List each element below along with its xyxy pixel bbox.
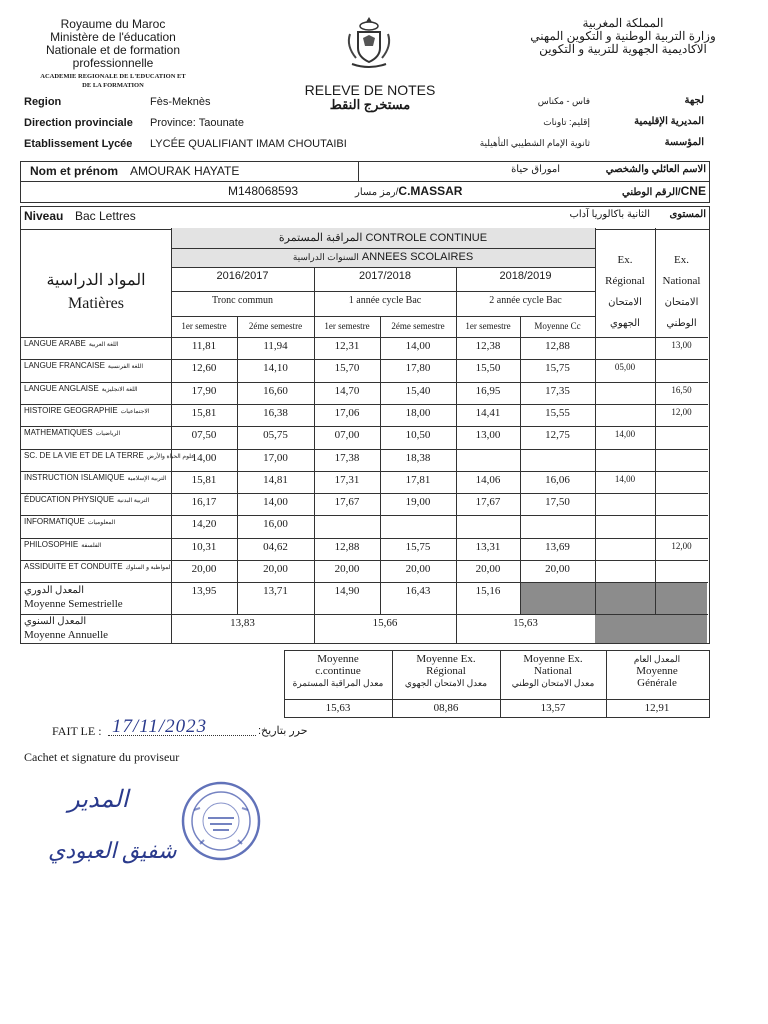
grade-cell: 05,75 — [263, 429, 288, 442]
academy-line-2: DE LA FORMATION — [82, 82, 144, 89]
subject-label — [24, 361, 143, 372]
header-left-line: Royaume du Maroc — [60, 17, 166, 31]
fait-le-date: 17/11/2023 — [112, 716, 208, 737]
grade-cell: 10,31 — [191, 540, 217, 553]
summary-head-2 — [392, 653, 500, 689]
year-3: 2018/2019 — [499, 270, 552, 282]
direction-ar-value: إقليم: تاونات — [543, 117, 590, 127]
grade-cell: 07,50 — [191, 429, 217, 442]
summary-head-line: معدل الامتحان الوطني — [511, 678, 595, 688]
subject-name-ar: علوم الحياة والأرض — [146, 453, 195, 460]
grade-cell: 14,00 — [614, 429, 636, 440]
niveau-label: Niveau — [24, 209, 64, 223]
grade-cell: 14,00 — [405, 340, 431, 352]
matieres-label: Matières — [68, 295, 124, 312]
subject-name-ar: المعلوميات — [87, 520, 116, 527]
summary-head-line: Moyenne Ex. — [416, 653, 476, 665]
header-right-line: وزارة التربية الوطنية و التكوين المهني — [530, 29, 716, 43]
subject-name-ar: اللغة الفرنسية — [107, 364, 144, 371]
grade-cell: 15,40 — [405, 384, 431, 397]
subject-label — [24, 540, 101, 551]
grade-cell: 18,38 — [405, 451, 431, 464]
subject-label — [24, 406, 149, 417]
signature-title: المدير — [68, 787, 129, 813]
niveau-value: Bac Lettres — [75, 209, 136, 223]
subject-label — [24, 339, 118, 350]
subject-name-fr: SC. DE LA VIE ET DE LA TERRE — [24, 450, 144, 460]
grade-cell: 15,81 — [191, 406, 217, 419]
summary-head-line: معدل الامتحان الجهوي — [404, 678, 488, 688]
subject-label — [24, 562, 172, 573]
subject-name-ar: الاجتماعيات — [120, 408, 150, 415]
cycle-3: 2 année cycle Bac — [489, 295, 562, 306]
summary-head-1 — [284, 653, 392, 689]
grade-cell: 17,31 — [334, 473, 360, 486]
summary-head-3 — [500, 653, 606, 689]
summary-val: 15,63 — [325, 702, 351, 714]
sem-val: 15,16 — [475, 585, 501, 597]
cne-label-fr: CNE — [680, 184, 706, 198]
sem-ar: المعدل الدوري — [24, 585, 85, 596]
grade-cell: 12,88 — [545, 340, 570, 352]
header-left — [30, 18, 196, 70]
niveau-ar-value: الثانية باكالوريا آداب — [569, 209, 650, 220]
ann-label: Moyenne Annuelle — [24, 629, 109, 641]
grade-cell: 20,00 — [191, 563, 217, 575]
grade-cell: 17,67 — [475, 496, 501, 509]
subject-name-fr: PHILOSOPHIE — [24, 539, 79, 549]
subject-name-ar: الرياضيات — [95, 431, 121, 438]
ex-regional-line: Ex. — [617, 254, 633, 266]
grade-cell: 17,06 — [334, 406, 360, 419]
name-value: AMOURAK HAYATE — [130, 164, 240, 178]
subject-label — [24, 384, 138, 395]
grade-cell: 04,62 — [263, 540, 288, 553]
annees-header — [171, 251, 595, 263]
subject-name-fr: LANGUE ARABE — [24, 339, 86, 348]
region-value: Fès-Meknès — [150, 96, 211, 108]
massar-value: M148068593 — [228, 184, 299, 198]
grade-cell: 16,06 — [545, 473, 570, 486]
cne-label-ar: الرقم الوطني/ — [622, 187, 681, 198]
direction-label: Direction provinciale — [24, 117, 133, 129]
grade-cell: 13,69 — [545, 540, 570, 553]
grade-cell: 13,31 — [475, 540, 501, 553]
ann-val: 15,66 — [372, 617, 398, 629]
grade-cell: 18,00 — [405, 406, 431, 419]
summary-head-line: c.continue — [315, 665, 361, 677]
subject-name-ar: التربية الإسلامية — [127, 475, 167, 482]
cycle-1: Tronc commun — [211, 295, 274, 306]
summary-head-line: Moyenne — [317, 653, 359, 665]
academy-line-1: ACADEMIE REGIONALE DE L'EDUCATION ET — [40, 73, 186, 80]
grade-cell: 12,00 — [671, 540, 692, 551]
annees-fr: ANNEES SCOLAIRES — [361, 251, 474, 263]
ex-regional-line: الامتحان — [608, 297, 642, 308]
signature-name: شفيق العبودي — [48, 838, 177, 863]
subject-label — [24, 517, 115, 528]
grade-cell: 20,00 — [545, 563, 570, 575]
name-ar-value: اموراق حياة — [511, 164, 560, 175]
sem-val: 13,71 — [263, 585, 288, 597]
grade-cell: 13,00 — [671, 340, 692, 350]
header-right-line: المملكة المغربية — [582, 16, 664, 30]
summary-head-line: Moyenne Ex. — [523, 653, 583, 665]
subject-label — [24, 473, 166, 484]
grade-cell: 12,38 — [475, 340, 501, 352]
subject-label — [24, 428, 120, 439]
col-head: 1er semestre — [324, 321, 370, 331]
etablissement-label: Etablissement Lycée — [24, 138, 133, 150]
ex-regional-head — [595, 250, 655, 334]
grade-cell: 16,95 — [475, 384, 501, 397]
grade-cell: 14,06 — [475, 473, 501, 486]
sem-label: Moyenne Semestrielle — [24, 598, 123, 610]
grade-cell: 14,00 — [614, 473, 636, 484]
header-right-line: الاكاديمية الجهوية للتربية و التكوين — [539, 42, 707, 56]
grade-cell: 12,75 — [545, 429, 570, 442]
header-left-line: professionnelle — [72, 56, 154, 70]
cachet-label: Cachet et signature du proviseur — [24, 750, 180, 764]
year-1: 2016/2017 — [216, 270, 269, 282]
name-ar-label: الاسم العائلي والشخصي — [605, 164, 706, 175]
subject-name-fr: INFORMATIQUE — [24, 517, 85, 527]
subject-label — [24, 495, 149, 506]
grade-cell: 12,60 — [191, 362, 217, 375]
grade-cell: 15,55 — [545, 406, 570, 419]
grade-cell: 16,38 — [263, 406, 288, 419]
header-right — [498, 17, 748, 56]
subject-name-ar: المواظبة و السلوك — [125, 565, 173, 571]
sem-val: 14,90 — [334, 585, 360, 597]
grade-cell: 19,00 — [405, 496, 431, 509]
grade-cell: 17,00 — [263, 451, 288, 464]
subject-name-fr: LANGUE ANGLAISE — [24, 383, 99, 393]
direction-value: Province: Taounate — [150, 117, 244, 129]
grade-cell: 16,17 — [191, 496, 217, 509]
region-ar-value: فاس - مكناس — [537, 96, 590, 106]
grade-cell: 14,00 — [263, 496, 288, 509]
subject-name-fr: HISTOIRE GEOGRAPHIE — [24, 405, 118, 415]
subject-name-fr: LANGUE FRANCAISE — [24, 361, 105, 371]
ex-national-head — [655, 250, 708, 334]
grade-cell: 17,90 — [191, 384, 217, 397]
grade-cell: 17,38 — [334, 451, 360, 464]
ex-national-line: National — [662, 275, 701, 287]
grade-cell: 15,75 — [405, 540, 431, 553]
grade-cell: 20,00 — [405, 563, 431, 575]
grade-cell: 14,81 — [263, 473, 288, 486]
school-stamp — [180, 780, 262, 862]
ann-val: 15,63 — [513, 617, 538, 629]
subject-name-fr: ÉDUCATION PHYSIQUE — [24, 495, 115, 505]
grade-cell: 15,81 — [191, 473, 217, 486]
academy-line — [18, 72, 208, 90]
subject-name-ar: اللغة العربية — [88, 342, 119, 348]
ann-ar: المعدل السنوي — [24, 616, 87, 627]
document-title: RELEVE DE NOTES — [304, 82, 436, 98]
fait-le-label: FAIT LE : — [52, 724, 102, 738]
summary-head-line: معدل المراقبة المستمرة — [292, 678, 384, 688]
grade-cell: 17,80 — [405, 362, 431, 375]
region-ar-label: لجهة — [684, 95, 704, 106]
cycle-2: 1 année cycle Bac — [348, 295, 422, 306]
grade-cell: 05,00 — [614, 362, 636, 373]
grade-cell: 13,00 — [475, 429, 501, 442]
grade-cell: 11,81 — [191, 340, 217, 352]
etablissement-value: LYCÉE QUALIFIANT IMAM CHOUTAIBI — [150, 138, 347, 150]
year-2: 2017/2018 — [359, 270, 411, 282]
direction-ar-label: المديرية الإقليمية — [634, 116, 704, 127]
massar-label — [355, 184, 462, 198]
summary-val: 13,57 — [540, 702, 566, 714]
grade-cell: 12,88 — [334, 540, 360, 553]
controle-ar: المراقبة المستمرة — [278, 232, 363, 244]
summary-head-line: Moyenne — [636, 665, 678, 677]
grade-cell: 20,00 — [334, 563, 360, 575]
coat-of-arms — [344, 14, 394, 72]
grade-cell: 17,67 — [334, 496, 360, 509]
ex-regional-line: Régional — [605, 275, 645, 287]
grade-cell: 20,00 — [263, 563, 288, 575]
grade-cell: 14,70 — [334, 384, 360, 397]
grade-cell: 15,70 — [334, 362, 360, 375]
sem-val: 13,95 — [191, 585, 217, 597]
grade-cell: 14,00 — [191, 451, 217, 464]
subject-name-fr: INSTRUCTION ISLAMIQUE — [24, 472, 125, 482]
grade-cell: 14,41 — [475, 406, 501, 419]
summary-val: 12,91 — [644, 702, 670, 714]
summary-head-line: Régional — [426, 665, 466, 677]
grade-cell: 10,50 — [405, 429, 431, 442]
grade-cell: 14,20 — [191, 518, 217, 531]
summary-head-line: National — [534, 665, 572, 677]
controle-fr: CONTROLE CONTINUE — [365, 232, 488, 244]
region-label: Region — [24, 96, 62, 108]
ex-regional-line: الجهوي — [610, 318, 640, 329]
subject-name-fr: MATHEMATIQUES — [24, 428, 93, 438]
cne-label — [622, 184, 706, 198]
massar-label-ar: رمز مسار/ — [355, 187, 399, 198]
grade-cell: 16,00 — [263, 518, 288, 531]
grade-cell: 17,81 — [405, 473, 431, 486]
col-head: 2éme semestre — [248, 321, 303, 331]
subject-name-ar: اللغة الانجليزية — [101, 386, 138, 393]
summary-head-line: Générale — [637, 677, 677, 689]
summary-head-4 — [606, 653, 708, 689]
grade-cell: 16,60 — [263, 384, 288, 397]
etablissement-ar-label: المؤسسة — [664, 137, 704, 148]
grade-cell: 15,75 — [545, 362, 570, 375]
header-left-line: Ministère de l'éducation — [50, 30, 176, 44]
grade-cell: 16,50 — [671, 384, 692, 395]
subject-name-ar: الفلسفة — [81, 542, 102, 549]
date-ar-label: حرر بتاريخ: — [258, 725, 308, 737]
grade-cell: 17,35 — [545, 384, 570, 397]
grade-cell: 11,94 — [263, 340, 288, 352]
matieres-ar: المواد الدراسية — [46, 272, 146, 289]
ex-national-line: Ex. — [674, 254, 689, 266]
grade-cell: 14,10 — [263, 362, 288, 375]
col-head: 2éme semestre — [391, 321, 445, 331]
grade-cell: 20,00 — [475, 563, 501, 575]
summary-val: 08,86 — [433, 702, 459, 714]
grade-cell: 15,50 — [475, 362, 501, 375]
name-label: Nom et prénom — [30, 164, 119, 178]
ex-national-line: الوطني — [666, 318, 697, 329]
subject-name-ar: التربية البدنية — [117, 498, 150, 505]
date-dots — [108, 735, 256, 736]
etablissement-ar-value: ثانوية الإمام الشطيبي التأهيلية — [479, 138, 590, 148]
summary-head-line: المعدل العام — [633, 654, 681, 664]
document-title-ar: مستخرج النقط — [329, 97, 411, 112]
ex-national-line: الامتحان — [664, 297, 699, 308]
grade-cell: 17,50 — [545, 496, 570, 509]
massar-label-fr: C.MASSAR — [398, 184, 463, 198]
sem-val: 16,43 — [405, 585, 431, 597]
grade-cell: 07,00 — [334, 429, 360, 442]
niveau-ar-label: المستوى — [669, 209, 706, 220]
col-head: Moyenne Cc — [534, 321, 581, 331]
col-head: 1er semestre — [181, 321, 227, 331]
grade-cell: 12,31 — [334, 340, 360, 352]
col-head: 1er semestre — [465, 321, 511, 331]
ann-val: 13,83 — [230, 617, 255, 629]
subject-label — [24, 451, 195, 462]
header-left-line: Nationale et de formation — [45, 43, 181, 57]
annees-ar: السنوات الدراسية — [292, 252, 359, 262]
subject-name-fr: ASSIDUITE ET CONDUITE — [24, 562, 123, 571]
grade-cell: 12,00 — [671, 406, 692, 417]
controle-header — [171, 231, 595, 244]
